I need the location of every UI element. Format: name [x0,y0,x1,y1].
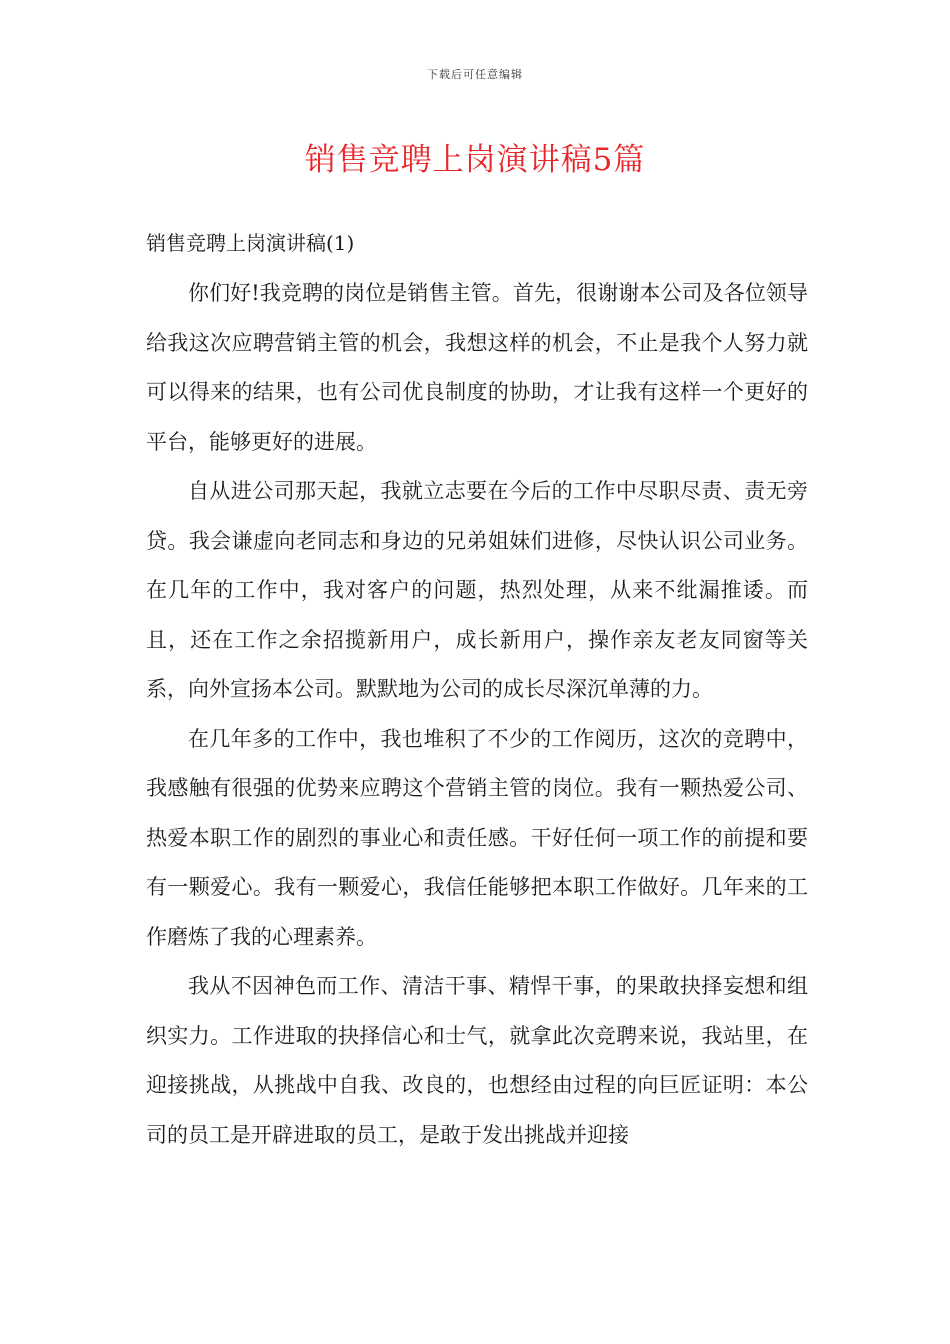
paragraph: 自从进公司那天起，我就立志要在今后的工作中尽职尽责、责无旁贷。我会谦虚向老同志和身边的兄弟姐妹们进修，尽快认识公司业务。在几年的工作中，我对客户的问题，热烈处理，从来不纰漏推诿。而且，还在工作之余招揽新用户，成长新用户，操作亲友老友同窗等关系，向外宣扬本公司。默默地为公司的成长尽深沉单薄的力。 [146,479,808,701]
paragraph: 在几年多的工作中，我也堆积了不少的工作阅历，这次的竞聘中，我感触有很强的优势来应聘这个营销主管的岗位。我有一颗热爱公司、热爱本职工作的剧烈的事业心和责任感。干好任何一项工作的前提和要有一颗爱心。我有一颗爱心，我信任能够把本职工作做好。几年来的工作磨炼了我的心理素养。 [146,726,808,949]
header-note: 下载后可任意编辑 [427,68,523,81]
document-title: 销售竞聘上岗演讲稿5篇 [304,142,646,178]
body-text [146,269,808,1160]
paragraph: 我从不因神色而工作、清洁干事、精悍干事，的果敢抉择妄想和组织实力。工作进取的抉择信心和士气，就拿此次竞聘来说，我站里，在迎接挑战，从挑战中自我、改良的，也想经由过程的向巨匠证明：本公司的员工是开辟进取的员工，是敢于发出挑战并迎接 [146,974,808,1147]
paragraph: 你们好!我竞聘的岗位是销售主管。首先，很谢谢本公司及各位领导给我这次应聘营销主管的机会，我想这样的机会，不止是我个人努力就可以得来的结果，也有公司优良制度的协助，才让我有这样一个更好的平台，能够更好的进展。 [146,281,808,454]
section-heading: 销售竞聘上岗演讲稿(1) [146,231,355,255]
